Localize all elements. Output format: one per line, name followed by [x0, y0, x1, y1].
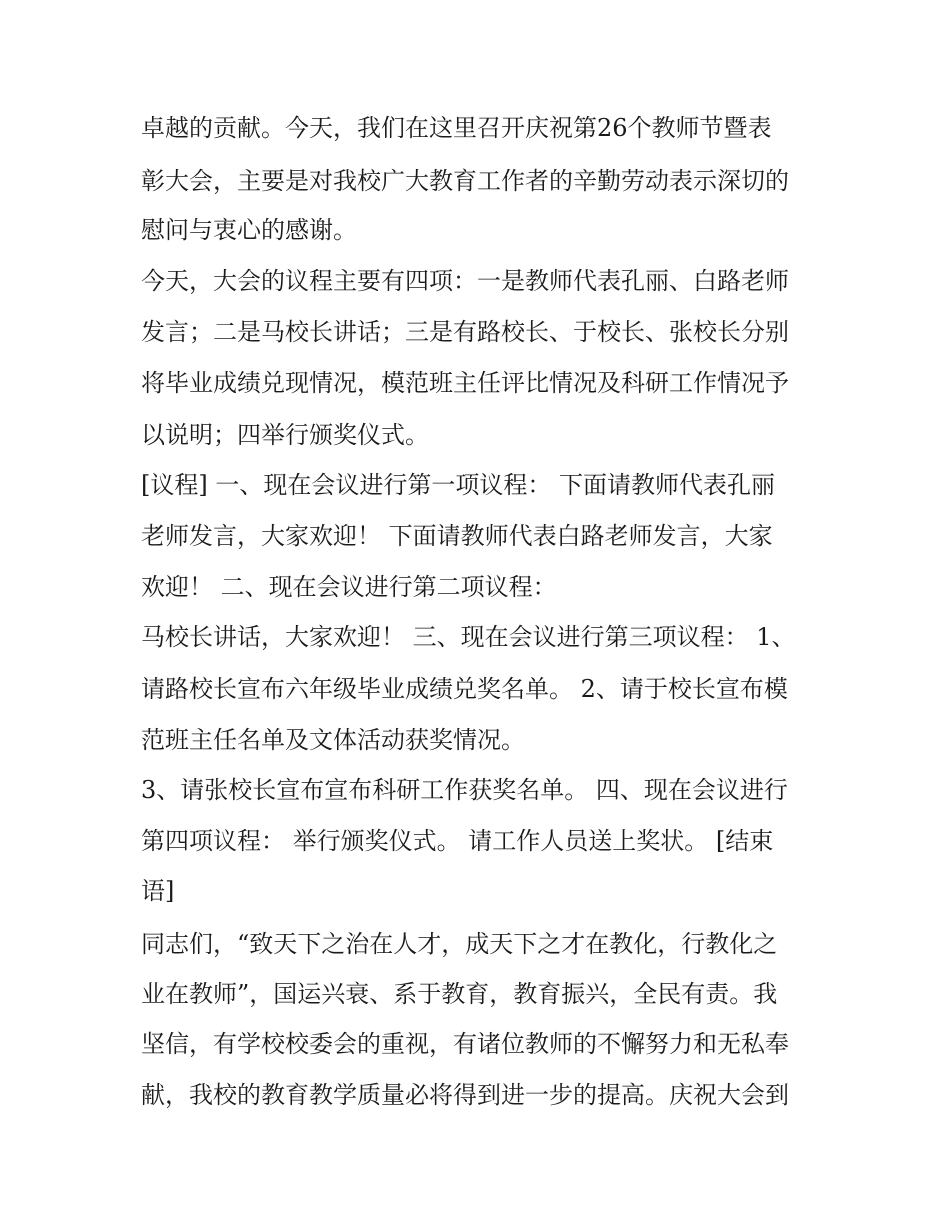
text-line: 3、请张校长宣布宣布科研工作获奖名单。 四、现在会议进行: [141, 776, 788, 804]
text-line: 马校长讲话，大家欢迎！ 三、现在会议进行第三项议程： 1、: [141, 623, 796, 651]
text-line: 彰大会，主要是对我校广大教育工作者的辛勤劳动表示深切的: [141, 167, 789, 195]
text-line: 发言；二是马校长讲话；三是有路校长、于校长、张校长分别: [141, 318, 789, 346]
text-line: 卓越的贡献。今天，我们在这里召开庆祝第26个教师节暨表: [141, 114, 772, 142]
text-line: [议程] 一、现在会议进行第一项议程： 下面请教师代表孔丽: [141, 471, 775, 499]
text-line: 同志们，“致天下之治在人才，成天下之才在教化，行教化之: [141, 930, 778, 958]
text-line: 语]: [141, 877, 175, 905]
text-line: 慰问与衷心的感谢。: [141, 216, 357, 244]
text-line: 欢迎！ 二、现在会议进行第二项议程：: [141, 573, 557, 601]
text-line: 业在教师”，国运兴衰、系于教育，教育振兴，全民有责。我: [141, 980, 778, 1008]
text-line: 第四项议程： 举行颁奖仪式。 请工作人员送上奖状。 [结束: [141, 827, 774, 855]
text-line: 范班主任名单及文体活动获奖情况。: [141, 726, 525, 754]
text-line: 请路校长宣布六年级毕业成绩兑奖名单。 2、请于校长宣布模: [141, 675, 788, 703]
text-line: 献，我校的教育教学质量必将得到进一步的提高。庆祝大会到: [141, 1081, 789, 1109]
text-line: 以说明；四举行颁奖仪式。: [141, 421, 429, 449]
text-line: 坚信，有学校校委会的重视，有诸位教师的不懈努力和无私奉: [141, 1030, 789, 1058]
text-line: 老师发言，大家欢迎！ 下面请教师代表白路老师发言，大家: [141, 522, 773, 550]
text-line: 今天，大会的议程主要有四项：一是教师代表孔丽、白路老师: [141, 267, 789, 295]
text-line: 将毕业成绩兑现情况，模范班主任评比情况及科研工作情况予: [141, 369, 789, 397]
